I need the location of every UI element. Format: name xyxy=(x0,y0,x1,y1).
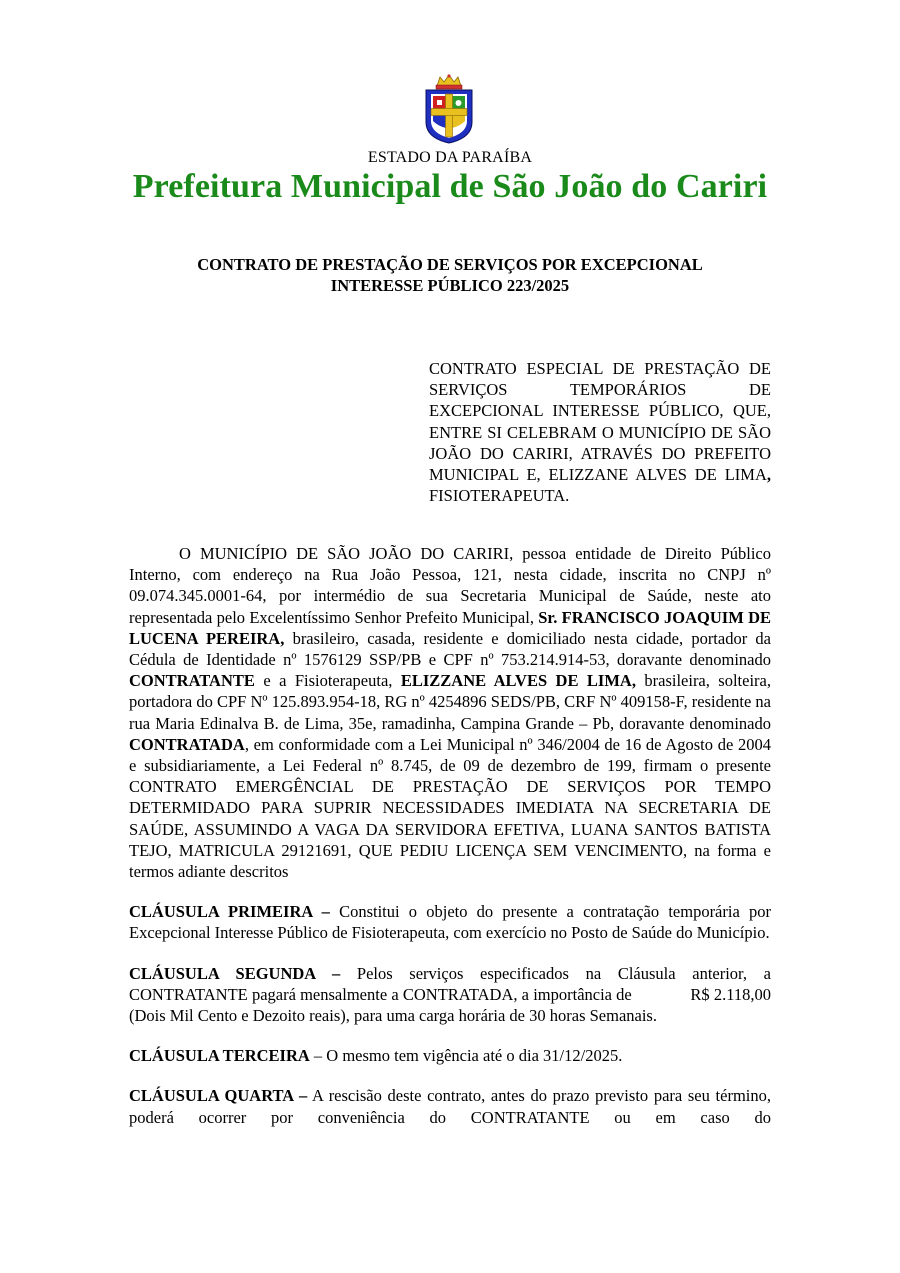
clause-fourth xyxy=(129,1085,771,1127)
clause-text: A rescisão deste contrato, antes do prazo previsto para seu término, poderá ocorrer por conveniência do CONTRATANTE ou em caso do xyxy=(129,1086,771,1127)
clause-first xyxy=(129,901,771,943)
contract-title-line-1: CONTRATO DE PRESTAÇÃO DE SERVIÇOS POR EXCEPCIONAL xyxy=(197,255,703,274)
intro-text: , em conformidade com a Lei Municipal nº 346/2004 de 16 de Agosto de 2004 e subsidiariamente, a Lei Federal nº 8.745, de 09 de dezembro de 199, firmam o presente CONTRATO EMERGÊNCIAL DE PRESTAÇÃO DE SERVIÇOS POR TEMPO DETERMIDADO PARA SUPRIR NECESSIDADES IMEDIATA NA SECRETARIA DE SAÚDE, ASSUMINDO A VAGA DA SERVIDORA EFETIVA, LUANA SANTOS BATISTA TEJO, MATRICULA 29121691, QUE PEDIU LICENÇA SEM VENCIMENTO, na forma e termos adiante descritos xyxy=(129,734,771,882)
clause-third xyxy=(129,1045,771,1066)
mayor-name: Sr. FRANCISCO JOAQUIM DE LUCENA PEREIRA, xyxy=(129,607,771,648)
clause-text: – O mesmo tem vigência até o dia 31/12/2025. xyxy=(309,1046,623,1066)
contract-body xyxy=(129,543,776,1147)
clause-text: Pelos serviços especificados na Cláusula anterior, a CONTRATANTE pagará mensalmente a CONTRATADA, a importância de R$ 2.118,00 (Dois Mil Cento e Dezoito reais), para uma carga horária de 30 horas Semanais. xyxy=(129,963,776,1026)
contract-title xyxy=(130,254,770,296)
contractor-label: CONTRATANTE xyxy=(129,671,255,691)
intro-paragraph xyxy=(129,543,771,882)
clause-label: CLÁUSULA SEGUNDA – xyxy=(129,963,341,983)
clause-label: CLÁUSULA QUARTA – xyxy=(129,1086,308,1106)
clause-second xyxy=(129,963,776,1027)
contracted-name: ELIZZANE ALVES DE LIMA, xyxy=(400,671,636,691)
state-name: ESTADO DA PARAÍBA xyxy=(367,149,533,166)
intro-text: brasileira, solteira, portadora do CPF Nº 125.893.954-18, RG nº 4254896 SEDS/PB, CRF Nº 409158-F, residente na rua Maria Edinalva B. de Lima, 35e, ramadinha, Campina Grande – Pb, doravante denominado xyxy=(129,671,771,733)
coat-of-arms-icon xyxy=(420,72,478,144)
summary-text: CONTRATO ESPECIAL DE PRESTAÇÃO DE SERVIÇOS TEMPORÁRIOS DE EXCEPCIONAL INTERESSE PÚBLICO, QUE, ENTRE SI CELEBRAM O MUNICÍPIO DE SÃO JOÃO DO CARIRI, ATRAVÉS DO PREFEITO MUNICIPAL E, ELIZZANE ALVES DE LIMA xyxy=(429,359,771,485)
contracted-label: CONTRATADA xyxy=(129,734,245,754)
municipality-title: Prefeitura Municipal de São João do Cariri xyxy=(132,168,768,205)
intro-text: e a Fisioterapeuta, xyxy=(254,671,401,691)
summary-tail: FISIOTERAPEUTA. xyxy=(429,486,570,506)
intro-text: O MUNICÍPIO DE SÃO JOÃO DO CARIRI, pessoa entidade de Direito Público Interno, com endereço na Rua João Pessoa, 121, nesta cidade, inscrita no CNPJ nº 09.074.345.0001-64, por intermédio de sua Secretaria Municipal de Saúde, neste ato representada pelo Excelentíssimo Senhor Prefeito Municipal, xyxy=(129,544,771,627)
clause-label: CLÁUSULA TERCEIRA xyxy=(129,1046,310,1066)
intro-text: brasileiro, casada, residente e domiciliado nesta cidade, portador da Cédula de Identidade nº 1576129 SSP/PB e CPF nº 753.214.914-53, doravante denominado xyxy=(129,628,771,670)
clause-label: CLÁUSULA PRIMEIRA – xyxy=(129,902,330,922)
summary-comma: , xyxy=(766,465,771,485)
contract-title-line-2: INTERESSE PÚBLICO 223/2025 xyxy=(330,276,570,295)
contract-summary xyxy=(429,358,771,506)
clause-text: Constitui o objeto do presente a contratação temporária por Excepcional Interesse Público de Fisioterapeuta, com exercício no Posto de Saúde do Município. xyxy=(129,902,771,943)
